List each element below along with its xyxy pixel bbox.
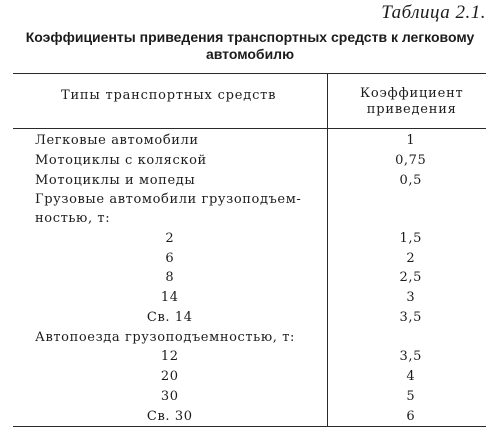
- coefficient-cell: 0,5: [399, 172, 422, 188]
- table-row: [13, 229, 486, 249]
- table-number: Таблица 2.1.: [381, 2, 486, 23]
- header-coefficient: [327, 74, 486, 129]
- header-vehicle-types: Типы транспортных средств: [13, 74, 327, 129]
- table-row: [13, 248, 486, 268]
- table-title: [8, 29, 492, 63]
- coefficient-cell: 3,5: [399, 349, 422, 365]
- coefficient-cell: 1: [406, 133, 416, 149]
- table-row: [13, 386, 486, 406]
- vehicle-subtype-cell: 30: [13, 386, 327, 406]
- vehicle-subtype-cell: 14: [13, 288, 327, 308]
- coefficient-cell: [327, 190, 486, 228]
- vehicle-type-cell: Легковые автомобили: [13, 129, 327, 151]
- coefficient-cell: 4: [406, 369, 416, 384]
- table-row: [13, 367, 486, 387]
- table-row-group-heading: [13, 190, 486, 228]
- vehicle-subtype-cell: Св. 14: [13, 307, 327, 327]
- table-row: [13, 347, 486, 367]
- table-row: [13, 129, 486, 151]
- table-row: [13, 268, 486, 288]
- vehicle-type-cell: Мотоциклы и мопеды: [13, 170, 327, 190]
- table-row-group-heading: [13, 327, 486, 347]
- table-row: [13, 170, 486, 190]
- table-header-row: [13, 74, 486, 129]
- table-row: [13, 151, 486, 171]
- vehicle-subtype-cell: 20: [13, 367, 327, 387]
- table-title-line-2: автомобилю: [205, 46, 295, 62]
- coefficient-cell: 2,5: [399, 270, 422, 286]
- header-coefficient-line-2: приведения: [366, 102, 457, 117]
- table-row: [13, 288, 486, 308]
- coefficient-cell: [327, 327, 486, 347]
- coefficient-cell: 5: [406, 388, 416, 404]
- vehicle-group-heading-cell: Автопоезда грузоподъемностью, т:: [13, 327, 327, 347]
- table-row: [13, 307, 486, 327]
- table-title-line-1: Коэффициенты приведения транспортных средств к легковому: [25, 29, 475, 45]
- vehicle-type-cell: Мотоциклы с коляской: [13, 151, 327, 171]
- coefficient-cell: 6: [327, 406, 486, 426]
- table-row: [13, 406, 486, 426]
- coefficients-table: [13, 73, 486, 427]
- vehicle-subtype-cell: 6: [13, 248, 327, 268]
- vehicle-subtype-cell: Св. 30: [13, 406, 327, 426]
- header-coefficient-line-1: Коэффициент: [359, 86, 464, 101]
- vehicle-subtype-cell: 2: [13, 229, 327, 249]
- vehicle-subtype-cell: 12: [13, 347, 327, 367]
- coefficient-cell: 2: [406, 250, 416, 266]
- coefficient-cell: 1,5: [399, 230, 422, 246]
- coefficient-cell: 3: [406, 290, 416, 306]
- coefficient-cell: 0,75: [395, 153, 427, 169]
- vehicle-group-heading-cell: Грузовые автомобили грузоподъем-ностью, т:: [13, 190, 327, 228]
- coefficient-cell: 3,5: [399, 309, 422, 325]
- vehicle-subtype-cell: 8: [13, 268, 327, 288]
